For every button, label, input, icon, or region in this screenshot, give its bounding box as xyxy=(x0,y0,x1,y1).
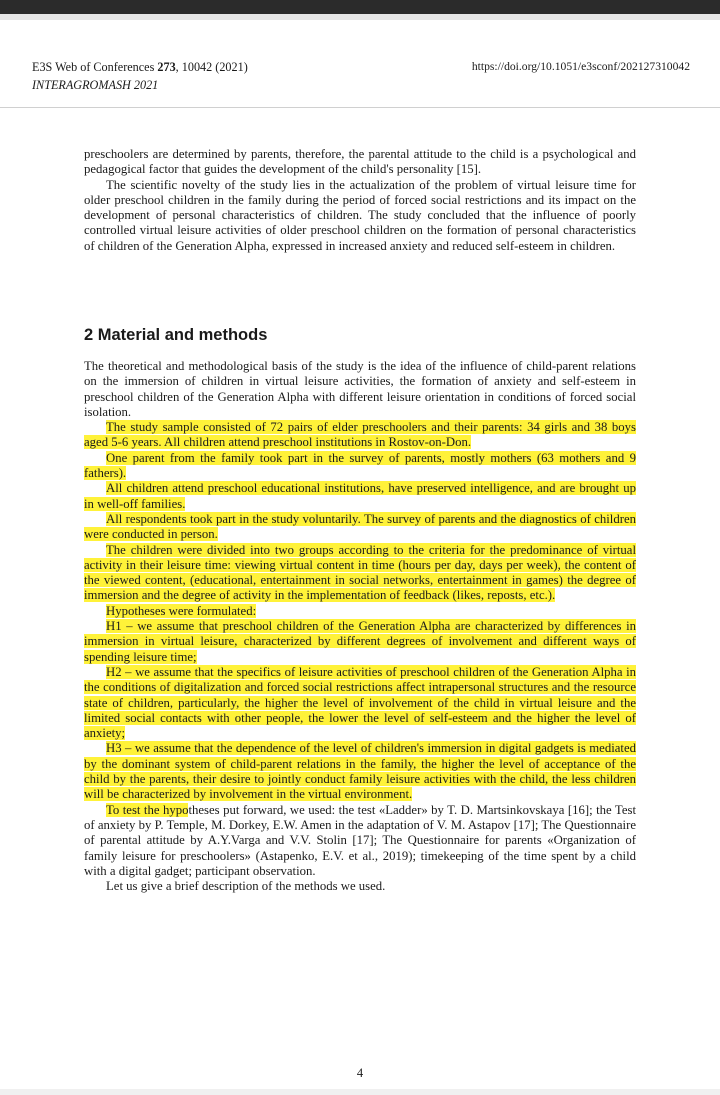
hypothesis-h3 xyxy=(84,741,636,802)
highlight-h3-b: the less children will be characterized by involvement in the virtual environment. xyxy=(84,772,636,802)
section-paragraph-1: The theoretical and methodological basis of the study is the idea of the influence of child-parent relations on the immersion of children in virtual leisure activities, the formation of anxiety and self-esteem in preschool children of the Generation Alpha with different leisure orientation in conditions of forced social isolation. xyxy=(84,359,636,419)
section-paragraph-4 xyxy=(84,481,636,512)
volume-number: 273 xyxy=(157,60,176,74)
section-heading: 2 Material and methods xyxy=(84,326,268,344)
section-paragraph-2 xyxy=(84,420,636,451)
section-paragraph-methods: To test the hypotheses put forward, we used: the test «Ladder» by T. D. Martsinkovskaya [16]; the Test of anxiety by P. Temple, M. Dorkey, E.W. Amen in the adaptation of V. M. Astapov [17]; The Questionnaire of parental attitude by A.Y.Varga and V.V. Stolin [17]; The Questionnaire for parents «Organization of family leisure for preschoolers» (Astapenko, E.V. et al., 2019); timekeeping of the time spent by a child with a digital gadget; participant observation. xyxy=(84,802,636,878)
doi-link[interactable]: https://doi.org/10.1051/e3sconf/202127310042 xyxy=(471,60,690,73)
bottom-strip xyxy=(0,1089,720,1095)
section-paragraph-3 xyxy=(84,451,636,482)
section-paragraph-last: Let us give a brief description of the methods we used. xyxy=(106,879,386,894)
hypothesis-h1 xyxy=(84,619,636,665)
intro-paragraph-1: preschoolers are determined by parents, therefore, the parental attitude to the child is a psychological and pedagogical factor that guides the development of the child's personality [15]. xyxy=(84,147,636,177)
highlight-parents: One parent from the family took part in the survey of parents, mostly mothers (63 mothers and 9 fathers). xyxy=(84,450,636,481)
highlight-h2: H2 – we assume that the specifics of leisure activities of preschool children of the Generation Alpha in the conditions of digitalization and forced social restrictions affect intrapersonal structures and the resource state of children, particularly, the higher the level of involvement of the child in virtual leisure and the limited social contacts with other people, the lower the level of self-esteem and the higher the level of anxiety; xyxy=(84,664,636,741)
header-divider xyxy=(0,107,720,108)
top-grey-strip xyxy=(0,14,720,20)
highlight-h1: H1 – we assume that preschool children of the Generation Alpha are characterized by differences in immersion in virtual leisure, characterized by different degrees of involvement and different ways of spending leisure time; xyxy=(84,619,636,664)
section-body xyxy=(84,359,636,894)
highlight-h3-a: H3 – we assume that the dependence of the level of children's immersion in digital gadgets is mediated by the dominant system of child-parent relations in the family, the higher the level of acceptance of the child by the parents, their desire to jointly conduct family leisure activities with the child, xyxy=(84,741,636,787)
page-number: 4 xyxy=(356,1066,364,1080)
highlight-respondents: All respondents took part in the study voluntarily. The survey of parents and the diagnostics of children were conducted in person. xyxy=(84,511,636,542)
journal-citation: E3S Web of Conferences 273, 10042 (2021) xyxy=(32,60,248,74)
highlight-hypotheses-intro: Hypotheses were formulated: xyxy=(106,603,257,618)
running-header-left xyxy=(32,58,248,94)
section-paragraph-7 xyxy=(84,604,636,619)
highlight-groups: The children were divided into two groups according to the criteria for the predominance of virtual activity in their leisure time: viewing virtual content in time (hours per day, days per week), the content of the viewed content, (educational, entertainment in social networks, entertainment in games) the degree of immersion and the degree of activity in the implementation of feedback (likes, reposts, etc.). xyxy=(84,542,636,603)
highlight-methods-start: To test the hypo xyxy=(106,802,189,817)
top-dark-bar xyxy=(0,0,720,14)
intro-text-block xyxy=(84,147,636,254)
hypothesis-h2 xyxy=(84,665,636,741)
section-paragraph-6 xyxy=(84,543,636,604)
conference-name: INTERAGROMASH 2021 xyxy=(32,78,159,92)
highlight-sample: The study sample consisted of 72 pairs of elder preschoolers and their parents: 34 girls and 38 boys aged 5-6 years. All children attend preschool institutions in Rostov-on-Don. xyxy=(84,420,636,450)
section-paragraph-5 xyxy=(84,512,636,543)
intro-paragraph-2: The scientific novelty of the study lies in the actualization of the problem of virtual leisure time for older preschool children in the family during the period of forced social restrictions and its impact on the development of personal characteristics of children. The study concluded that the influence of poorly controlled virtual leisure activities of older preschool children on the formation of personal characteristics of children of the Generation Alpha, expressed in increased anxiety and reduced self-esteem in children. xyxy=(84,177,636,253)
highlight-institutions: All children attend preschool educational institutions, have preserved intelligence, and are brought up in well-off families. xyxy=(84,481,636,511)
